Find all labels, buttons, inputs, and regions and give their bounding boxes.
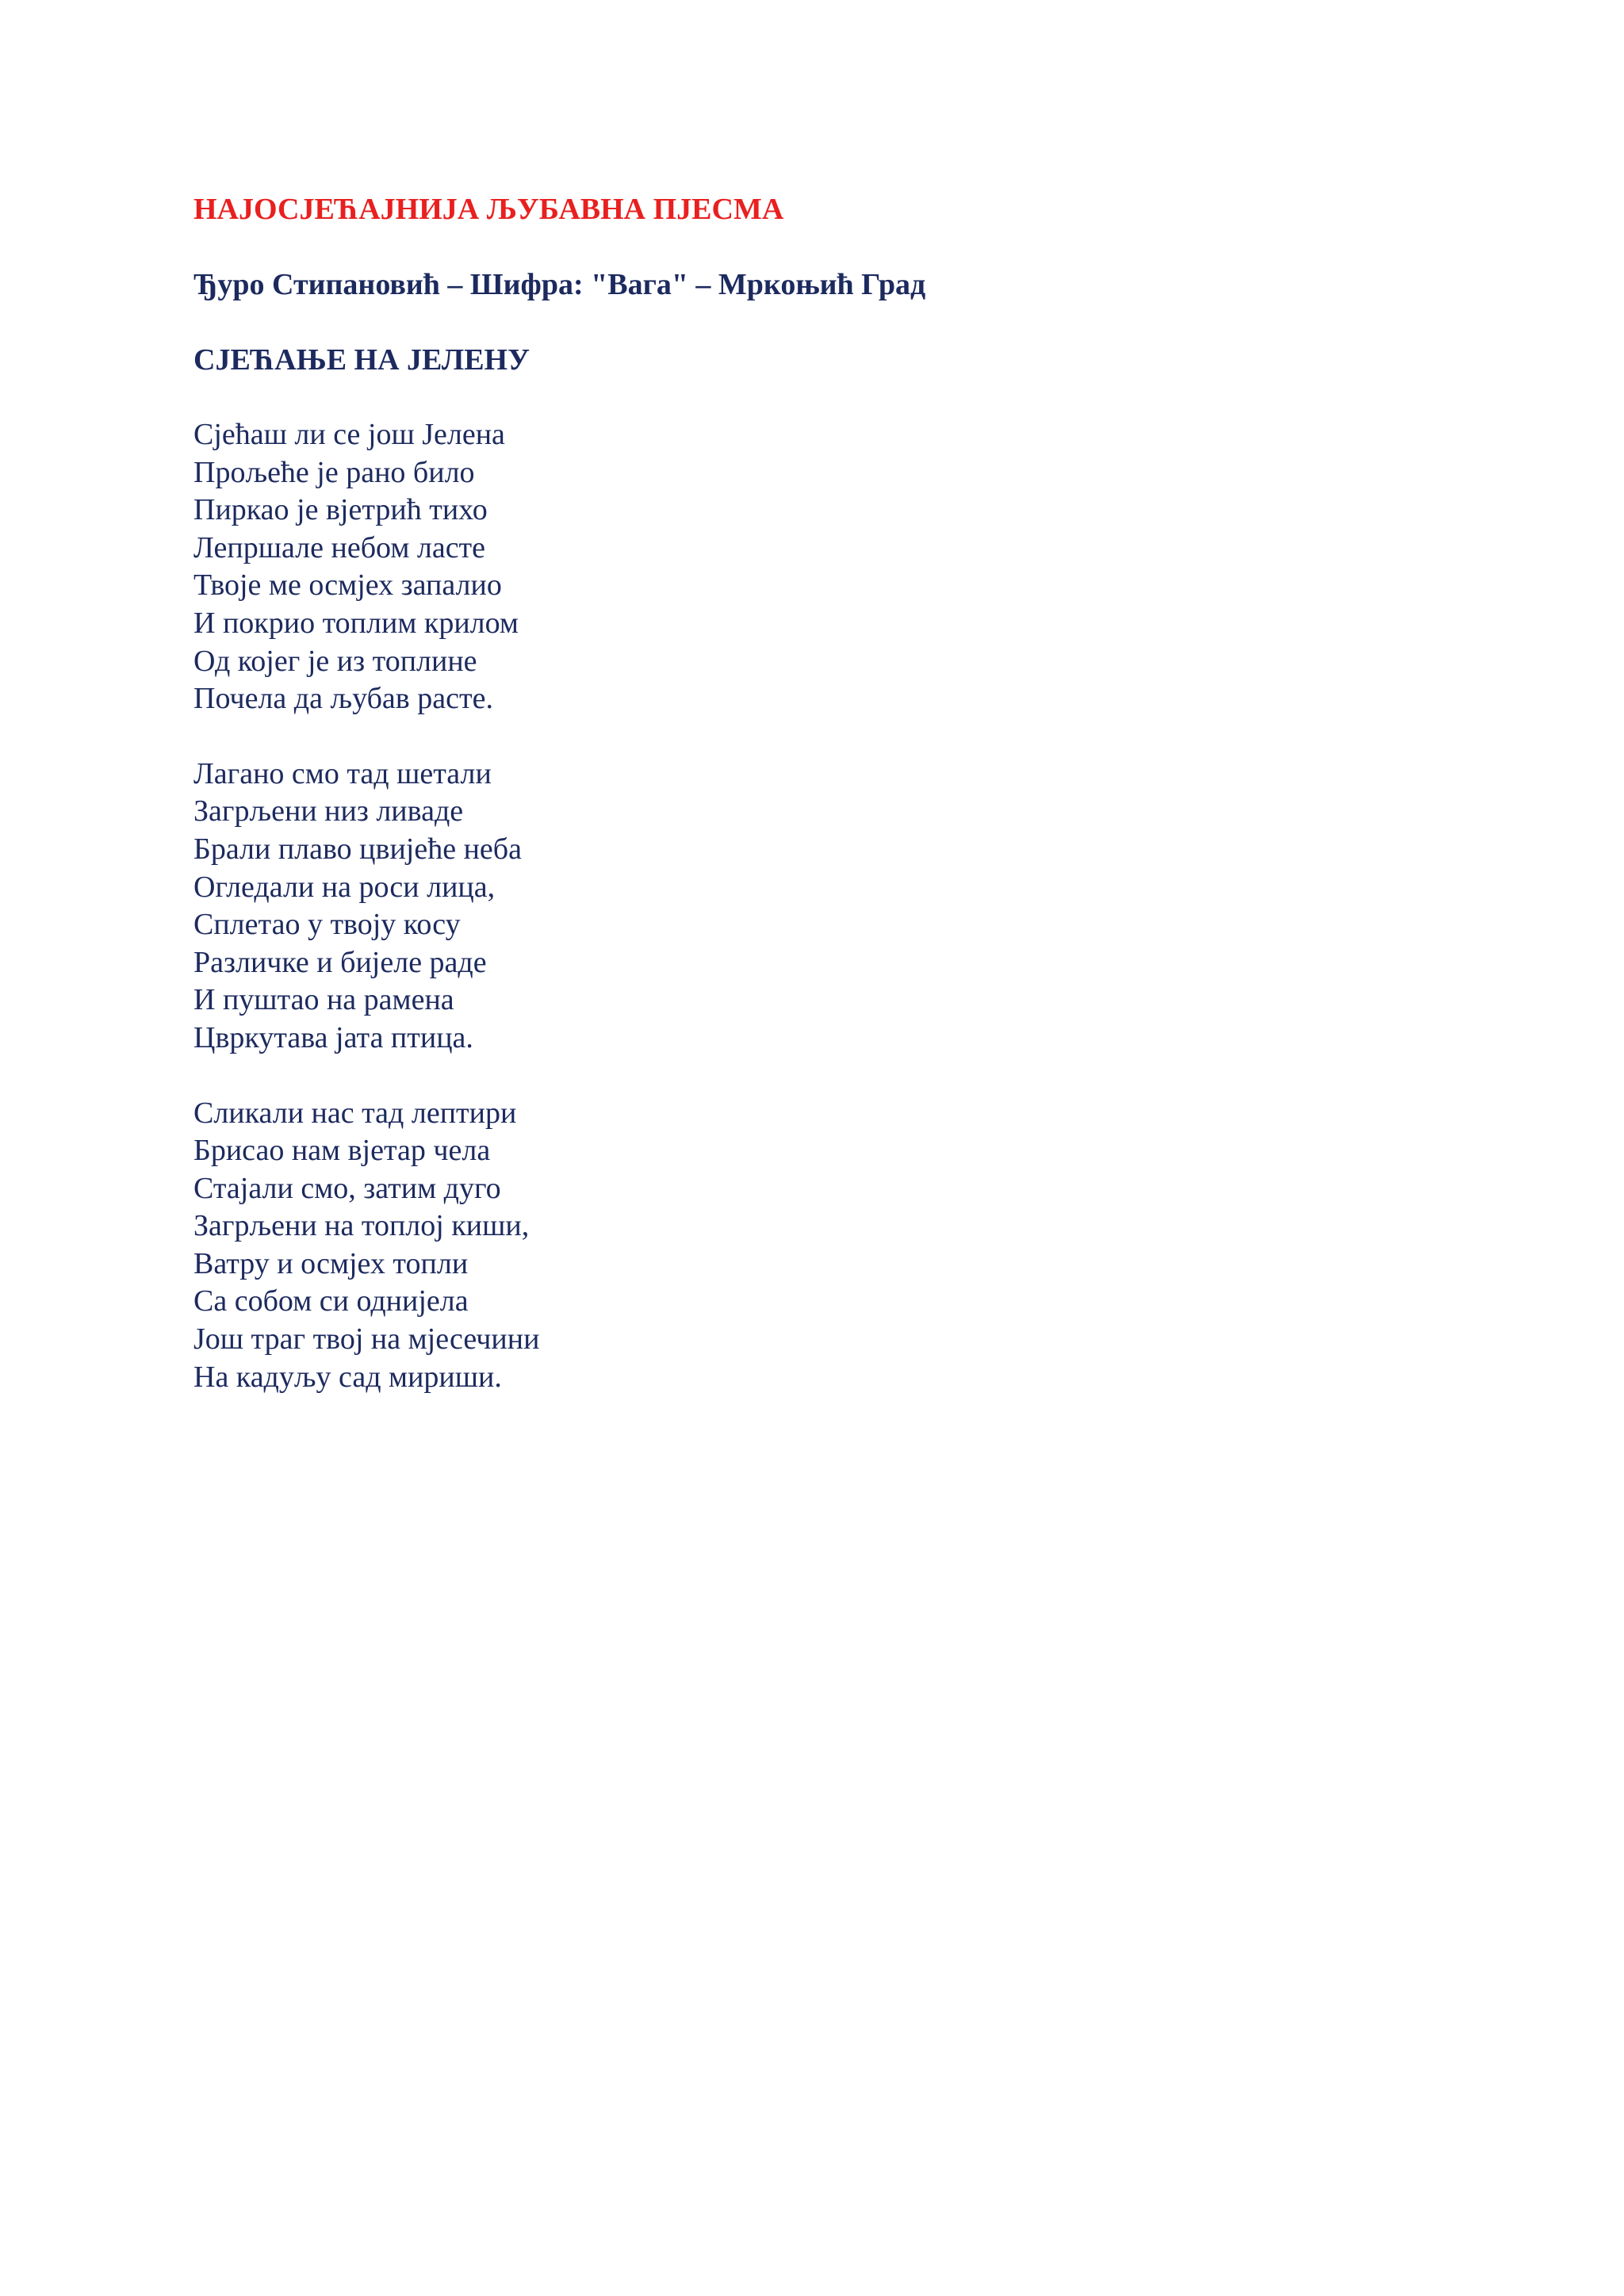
verse-line: И покрио топлим крилом <box>193 606 519 640</box>
verse-line: Од којег је из топлине <box>193 644 477 678</box>
verse-line: На кадуљу сад мириши. <box>193 1360 502 1394</box>
stanza-1 <box>193 416 1462 718</box>
verse-line: Загрљени низ ливаде <box>193 794 464 828</box>
contest-title: НАЈОСЈЕЋАЈНИЈА ЉУБАВНА ПЈЕСМА <box>193 193 784 226</box>
stanza-2 <box>193 756 1462 1058</box>
verse-line: Сплетао у твоју косу <box>193 908 461 942</box>
verse-line: Почела да љубав расте. <box>193 682 493 716</box>
verse-line: Лепршале небом ласте <box>193 530 486 564</box>
verse-line: Пиркао је вјетрић тихо <box>193 493 488 527</box>
verse-line: Са собом си однијела <box>193 1284 469 1318</box>
author-line: Ђуро Стипановић – Шифра: "Вага" – Мркоњић Град <box>193 268 926 301</box>
verse-line: Сјећаш ли се још Јелена <box>193 418 505 451</box>
verse-line: Цвркутава јата птица. <box>193 1020 473 1054</box>
verse-line: Стајали смо, затим дуго <box>193 1171 501 1205</box>
document-content <box>193 190 1462 1433</box>
verse-line: Брали плаво цвијеће неба <box>193 832 522 866</box>
verse-line: Прољеће је рано било <box>193 455 475 489</box>
verse-line: Загрљени на топлој киши, <box>193 1209 530 1243</box>
poem-body <box>193 416 1462 1396</box>
verse-line: И пуштао на рамена <box>193 983 454 1017</box>
verse-line: Сликали нас тад лептири <box>193 1096 517 1130</box>
verse-line: Различке и бијеле раде <box>193 945 487 979</box>
poem-title: СЈЕЋАЊЕ НА ЈЕЛЕНУ <box>193 343 530 377</box>
stanza-3 <box>193 1095 1462 1397</box>
verse-line: Брисао нам вјетар чела <box>193 1134 491 1168</box>
verse-line: Лагано смо тад шетали <box>193 756 492 790</box>
verse-line: Твоје ме осмјех запалио <box>193 568 502 603</box>
verse-line: Огледали на роси лица, <box>193 870 496 904</box>
verse-line: Ватру и осмјех топли <box>193 1246 469 1280</box>
verse-line: Још траг твој на мјесечини <box>193 1322 540 1357</box>
